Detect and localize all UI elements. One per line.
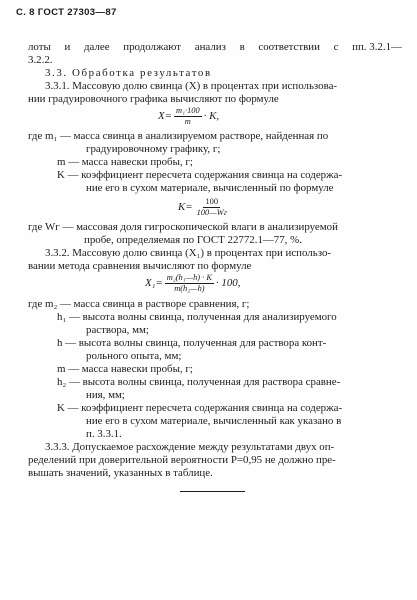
where-k-line-a: K — коэффициент пересчета содержания свинца на содержа- — [57, 402, 343, 414]
p331-line-2: нии градуировочного графика вычисляют по формуле — [28, 93, 279, 105]
formula-x1-numerator: m₂(h₁—h) · K — [166, 273, 212, 282]
formula-k-denominator: 100—Wг — [196, 208, 227, 217]
formula-x1-lhs: X₁= — [145, 277, 163, 289]
where-k-line-1: K — коэффициент пересчета содержания свинца на содержа- — [57, 169, 343, 181]
p332-line-2: вании метода сравнения вычисляют по формуле — [28, 260, 252, 272]
formula-x1-rhs: · 100, — [215, 277, 241, 289]
p331-line-1: 3.3.1. Массовую долю свинца (X) в процентах при использова- — [45, 80, 338, 92]
where-h-line-2: рольного опыта, мм; — [86, 350, 182, 362]
formula-k — [178, 197, 231, 218]
intro-word: продолжают — [123, 41, 182, 53]
where-h2-line-2: ния, мм; — [86, 389, 125, 401]
intro-word: пп. 3.2.1— — [352, 41, 402, 53]
where-k-line-c: п. 3.3.1. — [86, 428, 122, 440]
intro-word: с — [333, 41, 339, 53]
p333-line-1: 3.3.3. Допускаемое расхождение между результатами двух оп- — [45, 441, 335, 453]
where-h1-line-1: h₁ — высота волны свинца, полученная для анализируемого — [57, 311, 337, 323]
where-w-line-1: где Wг — массовая доля гигроскопической влаги в анализируемой — [28, 221, 338, 233]
intro-word: анализ — [194, 41, 226, 53]
where-w-line-2: пробе, определяемая по ГОСТ 22772.1—77, %. — [84, 234, 302, 246]
formula-k-numerator: 100 — [205, 197, 219, 206]
where-m1-line-2: градуировочному графику, г; — [86, 143, 221, 155]
intro-line-2: 3.2.2. — [28, 54, 53, 66]
formula-x-lhs: X= — [158, 110, 173, 122]
where-m-line: m — масса навески пробы, г; — [57, 156, 193, 168]
section-3-3-title: 3.3. Обработка результатов — [45, 67, 212, 79]
where-h-line-1: h — высота волны свинца, полученная для раствора конт- — [57, 337, 327, 349]
intro-line-1 — [28, 41, 402, 54]
p333-line-2: ределений при доверительной вероятности P=0,95 не должно пре- — [28, 454, 336, 466]
where-h1-line-2: раствора, мм; — [86, 324, 149, 336]
where-k-line-2: ние его в сухом материале, вычисленный по формуле — [86, 182, 334, 194]
page-header: С. 8 ГОСТ 27303—87 — [16, 7, 117, 18]
intro-word: лоты — [28, 41, 51, 53]
formula-x1-fraction — [165, 273, 214, 294]
formula-x-denominator: m — [184, 117, 191, 126]
intro-word: соответствии — [258, 41, 320, 53]
where-m-line-2: m — масса навески пробы, г; — [57, 363, 193, 375]
formula-k-fraction — [195, 197, 229, 218]
where-h2-line-1: h₂ — высота волны свинца, полученная для раствора сравне- — [57, 376, 341, 388]
p333-line-3: вышать значений, указанных в таблице. — [28, 467, 213, 479]
where-k-line-b: ние его в сухом материале, вычисленный как указано в — [86, 415, 342, 427]
p332-line-1: 3.3.2. Массовую долю свинца (X₁) в процентах при использо- — [45, 247, 332, 259]
intro-word: в — [239, 41, 245, 53]
formula-x-rhs: · K, — [203, 110, 220, 122]
closing-rule — [180, 491, 245, 492]
where-m2-line: где m₂ — масса свинца в растворе сравнения, г; — [28, 298, 250, 310]
formula-x1 — [145, 273, 240, 294]
formula-x-fraction — [174, 106, 202, 127]
formula-k-lhs: K= — [178, 201, 193, 213]
where-m1-line-1: где m₁ — масса свинца в анализируемом растворе, найденная по — [28, 130, 329, 142]
formula-x1-denominator: m(h₂—h) — [174, 284, 205, 293]
intro-word: далее — [84, 41, 110, 53]
formula-x — [158, 106, 219, 127]
intro-word: и — [64, 41, 71, 53]
formula-x-numerator: m₁·100 — [176, 106, 200, 115]
